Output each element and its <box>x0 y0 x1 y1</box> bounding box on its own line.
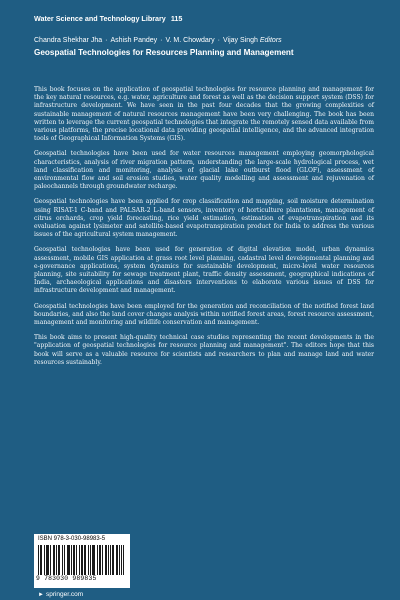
editors-role: Editors <box>259 37 282 44</box>
barcode-bars <box>38 545 124 575</box>
blurb-paragraph: Geospatial technologies have been used for generation of digital elevation model, urban dynamics assessment, mobile GIS application at grass root level planning, cadastral level developmental planning and e-governance applications, system dynamics for sustainable development, micro-level water resources planning, site suitability for sewage treatment plant, traffic density assessment, geographical indications of India, archaeological applications and disasters interventions to elaborate various issues of DSS for infrastructure development and management. <box>34 246 374 295</box>
book-title: Geospatial Technologies for Resources Planning and Management <box>34 48 294 57</box>
blurb-paragraph: Geospatial technologies have been used for water resources management employing geomorphological characteristics, analysis of river migration pattern, understanding the large-scale hydrological process, wet land classification and monitoring, analysis of glacial lake outburst flood (GLOF), assessment of environmental flow and soil erosion studies, water quality modelling and assessment and rejuvenation of paleochannels through groundwater recharge. <box>34 150 374 191</box>
website-text: springer.com <box>45 591 84 598</box>
cover-header <box>34 14 392 57</box>
blurb-paragraph: This book aims to present high-quality technical case studies representing the recent developments in the "application of geospatial technologies for resource planning and management". The editors hope that this book will serve as a valuable resource for scientists and researchers to plan and manage land and water resources sustainably. <box>34 334 374 366</box>
series-line <box>34 14 392 23</box>
editors-line: Chandra Shekhar Jha · Ashish Pandey · V. M. Chowdary · Vijay Singh Editors <box>34 37 282 44</box>
editor-name: Vijay Singh <box>223 37 258 44</box>
blurb-paragraph: This book focuses on the application of geospatial technologies for resource planning and management for the key natural resources, e.g. water, agriculture and forest as well as the decision support system (DSS) for infrastructure development. We have seen in the past four decades that the growing complexities of sustainable management of natural resources management have been very challenging. The book has been written to leverage the current geospatial technologies that integrate the remotely sensed data available from various platforms, the precise locational data providing geospatial intelligence, and the advanced integration tools of Geographical Information Systems (GIS). <box>34 86 374 143</box>
blurb <box>34 86 374 374</box>
editor-name: Ashish Pandey <box>110 37 158 44</box>
blurb-paragraph: Geospatial technologies have been applied for crop classification and mapping, soil moisture determination using RISAT-1 C-band and PALSAR-2 L-band sensors, inventory of horticulture plantations, management of citrus orchards, crop yield forecasting, rice yield estimation, estimation of evapotranspiration and its evaluation against lysimeter and satellite-based evapotranspiration product for India to address the various issues of the agricultural system management. <box>34 198 374 239</box>
arrow-icon: ► <box>38 592 44 598</box>
barcode-digits: 9 783030 989835 <box>36 575 97 582</box>
isbn-label: ISBN 978-3-030-98983-5 <box>38 536 106 542</box>
editor-name: V. M. Chowdary <box>165 37 215 44</box>
series-number: 115 <box>170 14 183 23</box>
series-name: Water Science and Technology Library <box>34 14 166 23</box>
barcode-box <box>34 534 130 588</box>
editor-name: Chandra Shekhar Jha <box>34 37 103 44</box>
website-link[interactable] <box>38 591 83 598</box>
blurb-paragraph: Geospatial technologies have been employed for the generation and reconciliation of the notified forest land boundaries, and also the land cover changes analysis within notified forest areas, forest resource assessment, management and monitoring and wildlife conservation and management. <box>34 302 374 327</box>
